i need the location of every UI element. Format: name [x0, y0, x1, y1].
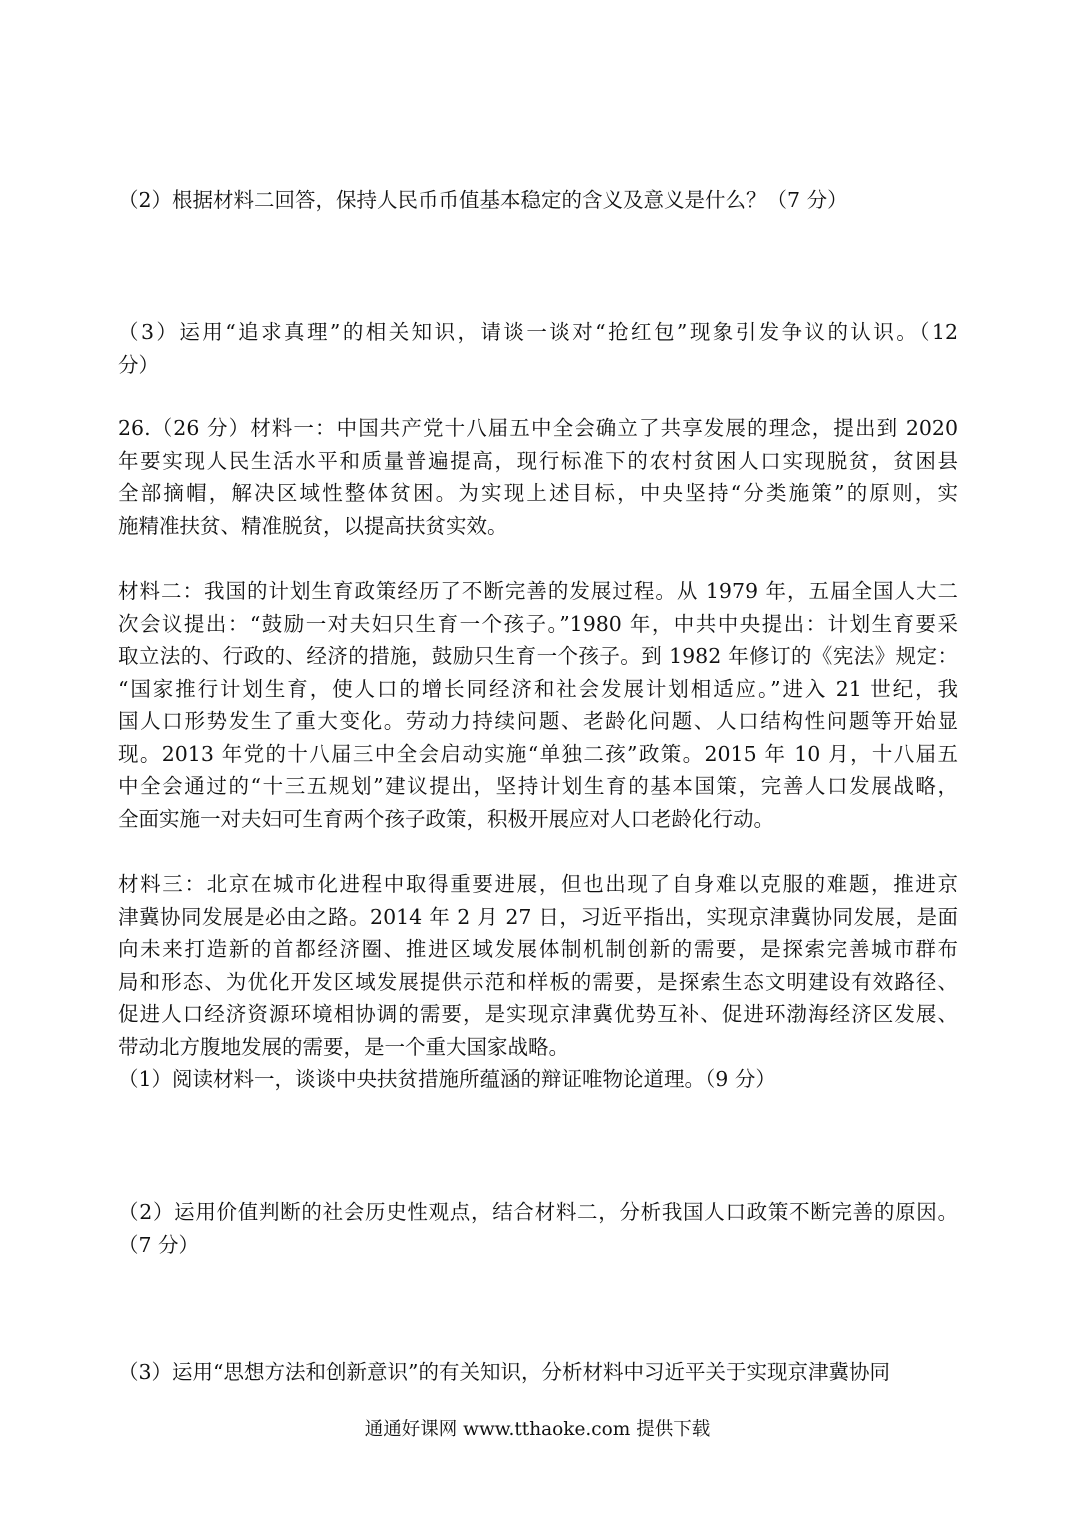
- text-line: 材料二：我国的计划生育政策经历了不断完善的发展过程。从 1979 年，五届全国人大二: [118, 579, 958, 603]
- text-line: 国人口形势发生了重大变化。劳动力持续问题、老龄化问题、人口结构性问题等开始显: [118, 709, 958, 733]
- question-26-material-1: [118, 412, 958, 542]
- text-line: 施精准扶贫、精准脱贫，以提高扶贫实效。: [118, 513, 508, 538]
- text-line: 分）: [118, 352, 159, 377]
- text-line: 促进人口经济资源环境相协调的需要，是实现京津冀优势互补、促进环渤海经济区发展、: [118, 1002, 958, 1026]
- text-line: 次会议提出：“鼓励一对夫妇只生育一个孩子。”1980 年，中共中央提出：计划生育要采: [118, 611, 958, 636]
- text-line: （7 分）: [118, 1232, 200, 1257]
- text-line: 带动北方腹地发展的需要，是一个重大国家战略。: [118, 1034, 569, 1059]
- text-line: 取立法的、行政的、经济的措施，鼓励只生育一个孩子。到 1982 年修订的《宪法》规定：: [118, 644, 958, 668]
- text-line: （2）运用价值判断的社会历史性观点，结合材料二，分析我国人口政策不断完善的原因。: [118, 1200, 958, 1224]
- text-line: 向未来打造新的首都经济圈、推进区域发展体制机制创新的需要，是探索完善城市群布: [118, 937, 958, 961]
- text-line: 现。2013 年党的十八届三中全会启动实施“单独二孩”政策。2015 年 10 月，十八届五: [118, 741, 958, 766]
- question-26-3: [118, 1356, 958, 1389]
- question-25-3: [118, 316, 958, 381]
- text-line: （1）阅读材料一，谈谈中央扶贫措施所蕴涵的辩证唯物论道理。（9 分）: [118, 1067, 776, 1091]
- text-line: 全面实施一对夫妇可生育两个孩子政策，积极开展应对人口老龄化行动。: [118, 806, 774, 831]
- text-line: 材料三：北京在城市化进程中取得重要进展，但也出现了自身难以克服的难题，推进京: [118, 872, 958, 896]
- text-line: 津冀协同发展是必由之路。2014 年 2 月 27 日，习近平指出，实现京津冀协同发展，是面: [118, 904, 958, 929]
- text-line: 26.（26 分）材料一：中国共产党十八届五中全会确立了共享发展的理念，提出到 2020: [118, 416, 958, 440]
- page-footer: 通通好课网 www.tthaoke.com 提供下载: [364, 1419, 711, 1440]
- text-line: 年要实现人民生活水平和质量普遍提高，现行标准下的农村贫困人口实现脱贫，贫困县: [118, 448, 958, 473]
- text-line: “国家推行计划生育，使人口的增长同经济和社会发展计划相适应。”进入 21 世纪，我: [118, 676, 958, 701]
- text-line: 中全会通过的“十三五规划”建议提出，坚持计划生育的基本国策，完善人口发展战略，: [118, 774, 958, 798]
- text-line: （2）根据材料二回答，保持人民币币值基本稳定的含义及意义是什么？（7 分）: [118, 188, 848, 212]
- question-26-2: [118, 1196, 958, 1261]
- text-line: 全部摘帽，解决区域性整体贫困。为实现上述目标，中央坚持“分类施策”的原则，实: [118, 481, 958, 505]
- question-26-material-2: [118, 575, 958, 835]
- text-line: 局和形态、为优化开发区域发展提供示范和样板的需要，是探索生态文明建设有效路径、: [118, 969, 958, 994]
- text-line: （3）运用“思想方法和创新意识”的有关知识，分析材料中习近平关于实现京津冀协同: [118, 1360, 891, 1384]
- question-25-2: [118, 184, 958, 217]
- question-26-1: [118, 1063, 958, 1096]
- question-26-material-3: [118, 868, 958, 1063]
- text-line: （3）运用“追求真理”的相关知识，请谈一谈对“抢红包”现象引发争议的认识。（12: [118, 320, 958, 344]
